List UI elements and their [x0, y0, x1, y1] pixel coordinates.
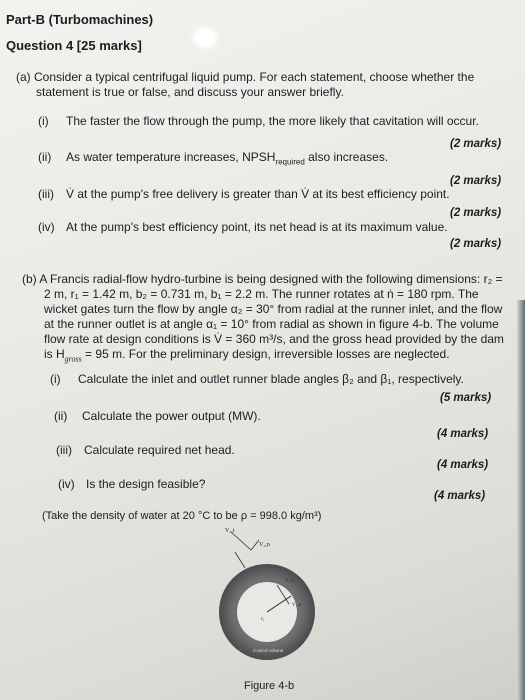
a-item-2-num: (ii) [38, 150, 52, 164]
b-intro-line5: flow rate at design conditions is V̇ = 360 m³/s, and the gross head provided by the dam [44, 332, 504, 346]
label-v1t: V₁,t [285, 579, 293, 584]
label-control-volume: Control volume [253, 648, 284, 653]
turbine-figure [195, 520, 335, 660]
b-head-subscript: gross [64, 354, 82, 364]
b-item-4-marks: (4 marks) [434, 490, 486, 502]
b-item-1-num: (i) [50, 372, 61, 386]
b-item-2-text: Calculate the power output (MW). [82, 409, 261, 423]
label-r1: r₁ [261, 617, 265, 622]
light-glare [196, 30, 214, 46]
velocity-arrow-inlet-3 [235, 552, 245, 568]
velocity-arrow-inlet-2 [251, 540, 259, 550]
a-item-3-num: (iii) [38, 187, 54, 201]
a-item-4-text: At the pump's best efficiency point, its net head is at its maximum value. [66, 220, 448, 234]
a-item-4-marks: (2 marks) [450, 238, 502, 250]
b-item-2-marks: (4 marks) [437, 428, 489, 440]
velocity-arrow-inlet [231, 532, 251, 550]
b-head-symbol: is H [44, 347, 65, 361]
b-intro-line4: at the runner outlet is at angle α₁ = 10° from radial as shown in figure 4-b. The volume [44, 317, 499, 331]
a-item-2-text-end: also increases. [304, 150, 389, 164]
b-intro-line3: wicket gates turn the flow by angle α₂ = 30° from radial at the runner inlet, and the flow [44, 302, 503, 316]
density-note: (Take the density of water at 20 °C to be ρ = 998.0 kg/m³) [42, 510, 322, 522]
b-head-text: = 95 m. For the preliminary design, irreversible losses are neglected. [81, 347, 450, 361]
b-intro-line2: 2 m, r₁ = 1.42 m, b₂ = 0.731 m, b₁ = 2.2 m. The runner rotates at ṅ = 180 rpm. The [44, 287, 479, 301]
a-item-1-marks: (2 marks) [450, 138, 502, 150]
b-item-1-text: Calculate the inlet and outlet runner blade angles β₂ and β₁, respectively. [78, 372, 464, 386]
a-item-2-text-main: As water temperature increases, NPSH [66, 150, 276, 164]
a-item-3-marks: (2 marks) [450, 207, 502, 219]
a-item-1-text: The faster the flow through the pump, the more likely that cavitation will occur. [66, 114, 479, 128]
a-item-3-text: V̇ at the pump's free delivery is greater than V̇ at its best efficiency point. [66, 187, 450, 201]
b-item-3-num: (iii) [56, 443, 72, 457]
question-heading: Question 4 [25 marks] [6, 38, 142, 53]
b-item-4-num: (iv) [58, 477, 75, 491]
a-item-1-num: (i) [38, 114, 49, 128]
a-intro-line1: (a) Consider a typical centrifugal liquid pump. For each statement, choose whether the [16, 70, 475, 84]
a-item-4-num: (iv) [38, 220, 55, 234]
b-intro-line6 [44, 347, 450, 363]
b-intro-line1: (b) A Francis radial-flow hydro-turbine is being designed with the following dimensions: r₂ = [22, 272, 503, 286]
a-item-2-text [66, 150, 388, 166]
a-item-2-subscript: required [275, 157, 305, 167]
b-item-1-marks: (5 marks) [440, 392, 492, 404]
label-v2n: V₂,n [259, 542, 270, 548]
b-item-4-text: Is the design feasible? [86, 477, 206, 491]
a-item-2-marks: (2 marks) [450, 175, 502, 187]
a-intro-line2: statement is true or false, and discuss your answer briefly. [36, 85, 344, 99]
b-item-3-text: Calculate required net head. [84, 443, 235, 457]
b-item-3-marks: (4 marks) [437, 459, 489, 471]
label-v2t: V₂,t [225, 528, 235, 534]
screen-edge [517, 300, 525, 700]
part-heading: Part-B (Turbomachines) [6, 12, 154, 27]
b-item-2-num: (ii) [54, 409, 68, 423]
label-v1n: V₁,n [292, 603, 302, 608]
figure-caption: Figure 4-b [244, 680, 295, 692]
